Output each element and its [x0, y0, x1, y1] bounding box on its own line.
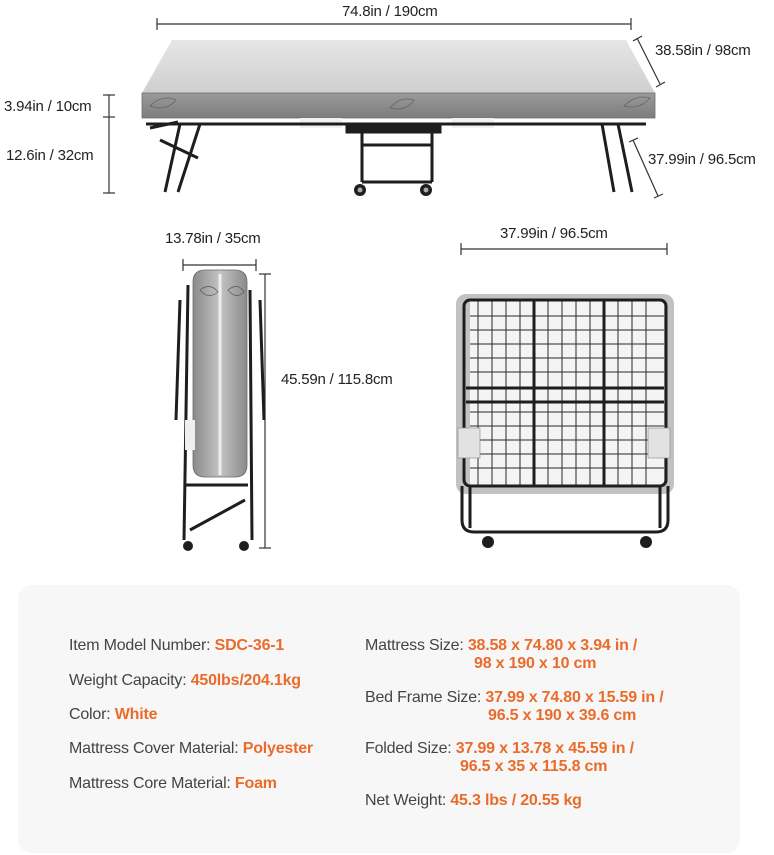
folded-height-label: 45.59n / 115.8cm [281, 371, 393, 388]
folded-width-dimension-line [461, 243, 667, 255]
bed-length-label: 74.8in / 190cm [342, 3, 438, 20]
mattress-thickness-label: 3.94in / 10cm [4, 98, 92, 115]
spec-value-second-line: 98 x 190 x 10 cm [474, 655, 597, 672]
caster-wheels [354, 184, 432, 196]
spec-color [69, 706, 157, 724]
spec-label: Item Model Number: [69, 637, 211, 654]
spec-frame-size [365, 689, 664, 724]
leg-dimension-line [629, 138, 663, 198]
spec-label: Mattress Core Material: [69, 775, 231, 792]
spec-value: Polyester [242, 740, 313, 757]
spec-value: 37.99 x 13.78 x 45.59 in / [455, 740, 634, 757]
spec-label: Bed Frame Size: [365, 689, 482, 706]
spec-value: Foam [234, 775, 277, 792]
spec-mattress-size [365, 637, 638, 672]
spec-value: 450lbs/204.1kg [190, 672, 301, 689]
folded-depth-dimension-line [183, 259, 256, 271]
spec-value: 37.99 x 74.80 x 15.59 in / [485, 689, 664, 706]
spec-value: 38.58 x 74.80 x 3.94 in / [467, 637, 638, 654]
spec-label: Color: [69, 706, 111, 723]
spec-label: Mattress Cover Material: [69, 740, 239, 757]
mattress [142, 40, 655, 128]
spec-label: Folded Size: [365, 740, 452, 757]
spec-label: Mattress Size: [365, 637, 464, 654]
frame-height-label: 12.6in / 32cm [6, 147, 94, 164]
bed-width-label: 38.58in / 98cm [655, 42, 751, 59]
spec-core-material [69, 775, 277, 793]
spec-label: Net Weight: [365, 792, 447, 809]
folded-side-view [176, 259, 271, 551]
spec-value: White [114, 706, 158, 723]
unfolded-bed-view [103, 18, 665, 198]
folded-depth-label: 13.78in / 35cm [165, 230, 261, 247]
spec-label: Weight Capacity: [69, 672, 187, 689]
folded-front-view [456, 243, 674, 548]
spec-value: 45.3 lbs / 20.55 kg [450, 792, 582, 809]
spec-value: SDC-36-1 [214, 637, 285, 654]
spec-value-second-line: 96.5 x 35 x 115.8 cm [460, 758, 608, 775]
folded-width-label: 37.99in / 96.5cm [500, 225, 608, 242]
bed-frame [146, 122, 646, 192]
spec-value-second-line: 96.5 x 190 x 39.6 cm [488, 707, 637, 724]
spec-cover-material [69, 740, 313, 758]
spec-net-weight [365, 792, 582, 810]
bed-height-dimension-line [103, 95, 115, 193]
spec-model-number [69, 637, 284, 655]
spec-weight-capacity [69, 672, 301, 690]
leg-width-label: 37.99in / 96.5cm [648, 151, 756, 168]
spec-folded-size [365, 740, 634, 775]
